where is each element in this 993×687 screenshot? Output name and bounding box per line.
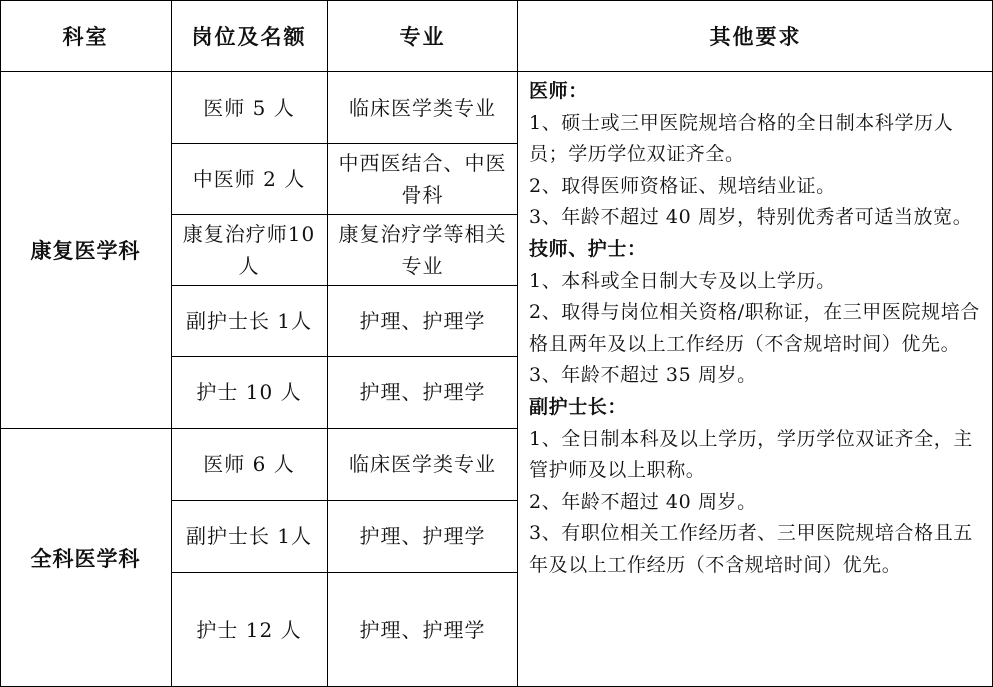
position-cell: 护士 12 人	[196, 617, 302, 642]
department-rehabilitation: 康复医学科	[30, 238, 141, 263]
row-divider	[171, 500, 518, 501]
position-cell: 副护士长 1人	[185, 524, 313, 548]
row-divider	[171, 356, 518, 357]
department-divider	[0, 428, 518, 429]
requirements-title-technician-nurse: 技师、护士：	[529, 237, 647, 260]
row-divider	[171, 143, 518, 144]
major-cell: 护理、护理学	[359, 308, 486, 333]
requirement-item: 2、取得医师资格证、规培结业证。	[529, 174, 836, 197]
table-border-top	[0, 0, 993, 1]
position-cell: 康复治疗师10 人	[182, 221, 316, 278]
major-cell: 康复治疗学等相关专业	[338, 221, 507, 278]
requirement-item: 3、有职位相关工作经历者、三甲医院规培合格且五年及以上工作经历（不含规培时间）优先。	[529, 522, 973, 576]
requirements-title-deputy-head-nurse: 副护士长：	[529, 395, 628, 418]
requirement-item: 3、年龄不超过 35 周岁。	[529, 364, 757, 387]
column-divider	[327, 0, 328, 687]
major-cell: 临床医学类专业	[349, 95, 496, 120]
position-cell: 医师 6 人	[203, 452, 295, 476]
department-general-practice: 全科医学科	[30, 545, 141, 571]
major-cell: 中西医结合、中医骨科	[338, 150, 507, 207]
major-cell: 临床医学类专业	[349, 452, 496, 476]
requirements-title-physician: 医师：	[529, 80, 588, 102]
header-position-quota: 岗位及名额	[191, 24, 307, 49]
requirement-item: 1、本科或全日制大专及以上学历。	[529, 269, 836, 292]
position-cell: 中医师 2 人	[192, 166, 306, 191]
requirement-item: 1、全日制本科及以上学历，学历学位双证齐全，主管护师及以上职称。	[529, 427, 973, 482]
requirement-item: 2、取得与岗位相关资格/职称证，在三甲医院规培合格且两年及以上工作经历（不含规培时间）优先。	[529, 301, 980, 355]
header-major: 专业	[399, 24, 446, 49]
position-cell: 护士 10 人	[196, 380, 302, 404]
major-cell: 护理、护理学	[359, 524, 486, 548]
requirement-item: 3、年龄不超过 40 周岁，特别优秀者可适当放宽。	[529, 206, 973, 229]
header-department: 科室	[62, 24, 109, 49]
requirements-cell	[518, 72, 992, 686]
position-cell: 副护士长 1人	[185, 308, 313, 333]
major-cell: 护理、护理学	[359, 380, 486, 404]
row-divider	[171, 572, 518, 573]
column-divider	[171, 0, 172, 687]
column-divider	[517, 0, 518, 687]
requirement-item: 1、硕士或三甲医院规培合格的全日制本科学历人员；学历学位双证齐全。	[529, 111, 954, 166]
header-other-requirements: 其他要求	[709, 24, 802, 49]
header-divider	[0, 71, 993, 72]
row-divider	[171, 285, 518, 286]
row-divider	[171, 214, 518, 215]
requirement-item: 2、年龄不超过 40 周岁。	[529, 490, 757, 513]
position-cell: 医师 5 人	[203, 95, 295, 120]
table-border-left	[0, 0, 1, 687]
major-cell: 护理、护理学	[359, 617, 486, 642]
